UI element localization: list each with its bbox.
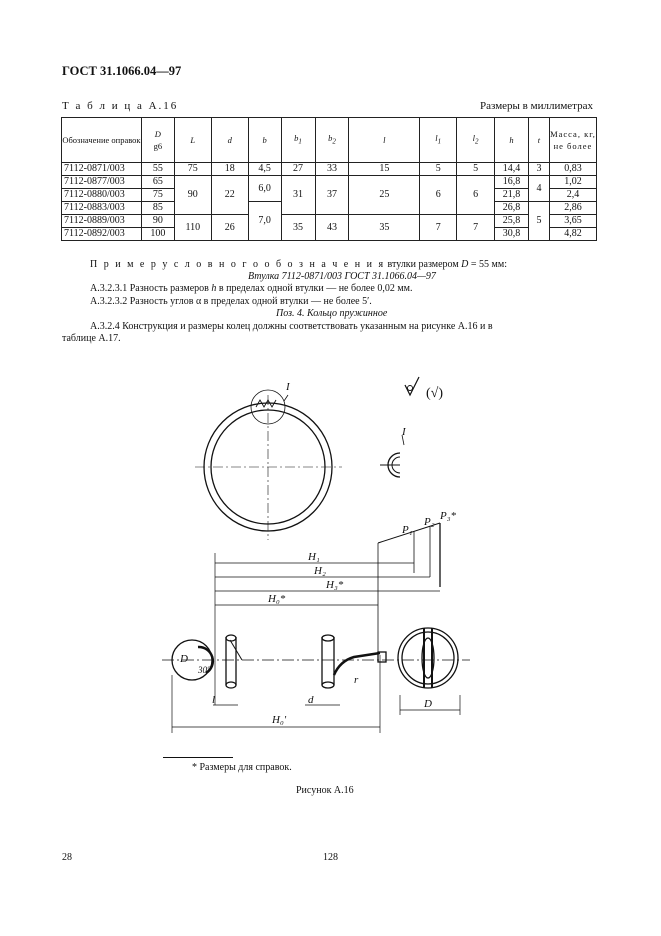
H3-label: H₃* bbox=[326, 579, 344, 591]
l-label: l bbox=[212, 694, 216, 706]
cell-h: 30,8 bbox=[495, 228, 529, 241]
cell-D: 55 bbox=[141, 163, 174, 176]
cell-b1: 27 bbox=[281, 163, 315, 176]
header-b1: $b_1$ bbox=[281, 118, 315, 163]
cell-mass: 0,83 bbox=[549, 163, 596, 176]
cell-t: 4 bbox=[528, 176, 549, 202]
cell-L: 75 bbox=[174, 163, 211, 176]
cell-d: 18 bbox=[211, 163, 248, 176]
r-label: r bbox=[354, 674, 359, 686]
cell-L: 110 bbox=[174, 215, 211, 241]
header-h: h bbox=[495, 118, 529, 163]
cell-b2: 37 bbox=[315, 176, 349, 215]
cell-designation: 7112-0871/003 bbox=[62, 163, 142, 176]
paragraph-text: в пределах одной втулки — не более 0,02 мм. bbox=[216, 283, 413, 294]
cell-b: 7,0 bbox=[248, 202, 281, 241]
cell-mass: 3,65 bbox=[549, 215, 596, 228]
table-caption: Т а б л и ц а А.16 bbox=[62, 100, 179, 112]
roughness-symbol bbox=[405, 377, 419, 395]
cell-b2: 33 bbox=[315, 163, 349, 176]
cell-d: 26 bbox=[211, 215, 248, 241]
angle-label: 30° bbox=[198, 665, 211, 675]
detail-label-I: I bbox=[402, 426, 406, 438]
cell-D: 85 bbox=[141, 202, 174, 215]
header-b2: $b_2$ bbox=[315, 118, 349, 163]
P1-label: P₁ bbox=[402, 524, 413, 536]
cell-designation: 7112-0877/003 bbox=[62, 176, 142, 189]
cell-D: 90 bbox=[141, 215, 174, 228]
paragraph-text: А.3.2.3.1 Разность размеров bbox=[90, 283, 212, 294]
right-end-view bbox=[398, 628, 458, 688]
H1-label: H₁ bbox=[308, 551, 320, 563]
header-b: b bbox=[248, 118, 281, 163]
header-D: D g6 bbox=[141, 118, 174, 163]
table-row bbox=[62, 215, 597, 228]
example-rest: втулки размером bbox=[385, 259, 462, 270]
cell-designation: 7112-0892/003 bbox=[62, 228, 142, 241]
cell-l: 35 bbox=[349, 215, 420, 241]
cell-mass: 2,86 bbox=[549, 202, 596, 215]
paragraph-var-h: h bbox=[211, 283, 217, 294]
header-L: L bbox=[174, 118, 211, 163]
cell-l1: 7 bbox=[420, 215, 457, 241]
cell-l2: 7 bbox=[457, 215, 495, 241]
header-l: l bbox=[349, 118, 420, 163]
cell-b: 4,5 bbox=[248, 163, 281, 176]
cell-l1: 5 bbox=[420, 163, 457, 176]
ring-top-view bbox=[195, 390, 342, 540]
units-caption: Размеры в миллиметрах bbox=[480, 100, 593, 112]
cell-b2: 43 bbox=[315, 215, 349, 241]
roughness-label: (√) bbox=[426, 386, 444, 401]
D-left-label: D bbox=[180, 653, 188, 665]
cell-D: 75 bbox=[141, 189, 174, 202]
cell-b1: 31 bbox=[281, 176, 315, 215]
cell-b1: 35 bbox=[281, 215, 315, 241]
example-label: П р и м е р у с л о в н о г о о б о з н а ч е н и я bbox=[90, 259, 386, 270]
technical-drawing bbox=[0, 355, 661, 755]
d-label: d bbox=[308, 694, 314, 706]
page-number-center: 128 bbox=[323, 852, 338, 863]
cell-designation: 7112-0883/003 bbox=[62, 202, 142, 215]
page-number-left: 28 bbox=[62, 852, 72, 863]
H0-prime-label: H₀′ bbox=[272, 714, 287, 726]
cell-h: 25,8 bbox=[495, 215, 529, 228]
cell-designation: 7112-0880/003 bbox=[62, 189, 142, 202]
P3-label: P₃* bbox=[440, 510, 457, 522]
header-d: d bbox=[211, 118, 248, 163]
cell-l2: 5 bbox=[457, 163, 495, 176]
example-D: D bbox=[461, 259, 469, 270]
cell-l2: 6 bbox=[457, 176, 495, 215]
document-title: ГОСТ 31.1066.04—97 bbox=[62, 64, 182, 78]
header-l1: $l_1$ bbox=[420, 118, 457, 163]
figure-caption: Рисунок А.16 bbox=[296, 785, 354, 796]
cell-designation: 7112-0889/003 bbox=[62, 215, 142, 228]
D-right-label: D bbox=[424, 698, 432, 710]
P2-label: P₂ bbox=[424, 516, 435, 528]
cell-mass: 1,02 bbox=[549, 176, 596, 189]
cell-D: 100 bbox=[141, 228, 174, 241]
header-t: t bbox=[528, 118, 549, 163]
paragraph-a3232: А.3.2.3.2 Разность углов α в пределах одной втулки — не более 5′. bbox=[90, 296, 372, 307]
view-label-I: I bbox=[286, 381, 290, 393]
footnote-rule bbox=[163, 757, 233, 758]
position-4-title: Поз. 4. Кольцо пружинное bbox=[276, 308, 388, 319]
table-row bbox=[62, 163, 597, 176]
cell-h: 21,8 bbox=[495, 189, 529, 202]
cell-mass: 2,4 bbox=[549, 189, 596, 202]
cell-mass: 4,82 bbox=[549, 228, 596, 241]
table-row bbox=[62, 176, 597, 189]
paragraph-a324-cont: таблице А.17. bbox=[62, 333, 121, 344]
example-formula: Втулка 7112-0871/003 ГОСТ 31.1066.04—97 bbox=[248, 271, 436, 282]
detail-view bbox=[380, 435, 404, 477]
specification-table bbox=[61, 117, 597, 241]
header-designation: Обозначение оправок bbox=[62, 118, 142, 163]
header-l2: $l_2$ bbox=[457, 118, 495, 163]
cell-l: 25 bbox=[349, 176, 420, 215]
cell-t: 5 bbox=[528, 202, 549, 241]
cell-h: 16,8 bbox=[495, 176, 529, 189]
paragraph-a324: А.3.2.4 Конструкция и размеры колец должны соответствовать указанным на рисунке А.16 и в bbox=[90, 321, 493, 332]
table-header-row bbox=[62, 118, 597, 163]
example-line bbox=[90, 259, 507, 271]
cell-t: 3 bbox=[528, 163, 549, 176]
cell-d: 22 bbox=[211, 176, 248, 215]
spring-body bbox=[226, 635, 386, 688]
cell-l1: 6 bbox=[420, 176, 457, 215]
footnote: * Размеры для справок. bbox=[192, 762, 292, 773]
example-value: = 55 мм: bbox=[468, 259, 507, 270]
cell-h: 14,4 bbox=[495, 163, 529, 176]
cell-l: 15 bbox=[349, 163, 420, 176]
header-mass: Масса, кг, не более bbox=[549, 118, 596, 163]
cell-h: 26,8 bbox=[495, 202, 529, 215]
cell-b: 6,0 bbox=[248, 176, 281, 202]
H2-label: H₂ bbox=[314, 565, 326, 577]
H0-label: H₀* bbox=[268, 593, 286, 605]
cell-D: 65 bbox=[141, 176, 174, 189]
paragraph-a3231 bbox=[90, 283, 412, 295]
cell-L: 90 bbox=[174, 176, 211, 215]
